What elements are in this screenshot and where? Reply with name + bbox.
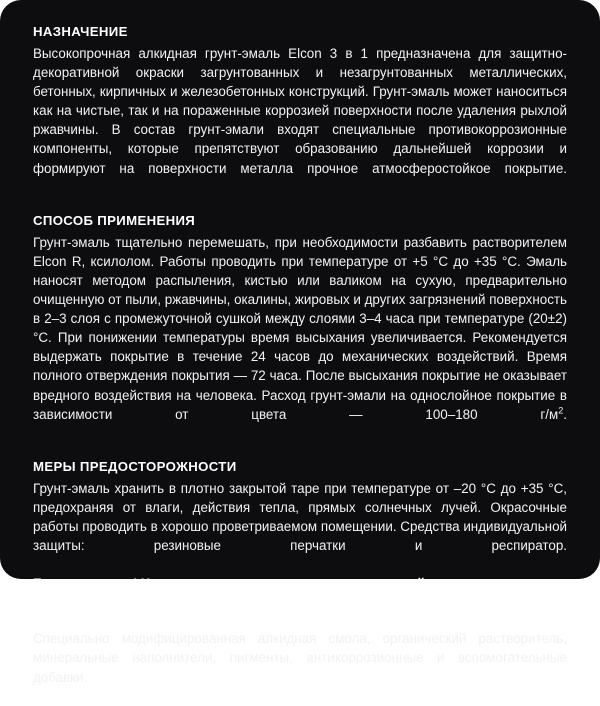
section-body-composition: Специально модифицированная алкидная смола, органический растворитель, минеральные наполнители, пигменты, антикоррозионные и вспомогательные добавки. xyxy=(33,631,567,685)
square-meter-superscript: 2 xyxy=(558,405,564,416)
section-body-application-tail: . xyxy=(563,406,567,422)
section-body-precautions: Грунт-эмаль хранить в плотно закрытой таре при температуре от –20 °С до +35 °С, предохраняя от влаги, действия тепла, прямых солнечных лучей. Окрасочные работы проводить в хорошо проветриваемом помещении. Средства индивидуальной защиты: резиновые перчатки и респиратор. xyxy=(33,480,568,554)
section-warning-precautions: Беречь от огня! Хранить в местах, недоступных для детей. xyxy=(33,576,429,592)
section-body-application xyxy=(33,233,567,443)
section-heading-application: СПОСОБ ПРИМЕНЕНИЯ xyxy=(33,212,196,228)
section-purpose xyxy=(33,22,567,197)
section-heading-purpose: НАЗНАЧЕНИЕ xyxy=(33,24,128,39)
section-heading-precautions: МЕРЫ ПРЕДОСТОРОЖНОСТИ xyxy=(33,458,237,474)
section-body-purpose: Высокопрочная алкидная грунт-эмаль Elcon 3 в 1 предназначена для защитно-декоративной окраски загрунтованных и незагрунтованных металлических, бетонных, кирпичных и железобетонных конструкций. Грунт-эмаль может наноситься как на чистые, так и на пораженные коррозией поверхности после удаления рыхлой ржавчины. В состав грунт-эмали входят специальные противокоррозионные компоненты, которые препятствуют образованию дальнейшей коррозии и формируют на поверхности металла прочное атмосферостойкое покрытие. xyxy=(33,46,567,176)
section-precautions xyxy=(33,457,567,594)
section-heading-composition: СОСТАВ xyxy=(33,609,91,625)
section-composition xyxy=(33,607,567,705)
section-body-application-text: Грунт-эмаль тщательно перемешать, при необходимости разбавить растворителем Elcon R, ксилолом. Работы проводить при температуре от +5 °С до +35 °С. Эмаль наносят методом распыления, кистью или валиком на сухую, предварительно очищенную от пыли, ржавчины, окалины, жировых и других загрязнений поверхность в 2–3 слоя с промежуточной сушкой между слоями 3–4 часа при температуре (20±2) °С. При понижении температуры время высыхания увеличивается. Рекомендуется выдержать покрытие в течение 24 часов до механических воздействий. Время полного отверждения покрытия — 72 часа. После высыхания покрытие не оказывает вредного воздействия на человека. Расход грунт-эмали на однослойное покрытие в зависимости от цвета — 100–180 г/м xyxy=(33,234,567,422)
section-application xyxy=(33,211,567,443)
